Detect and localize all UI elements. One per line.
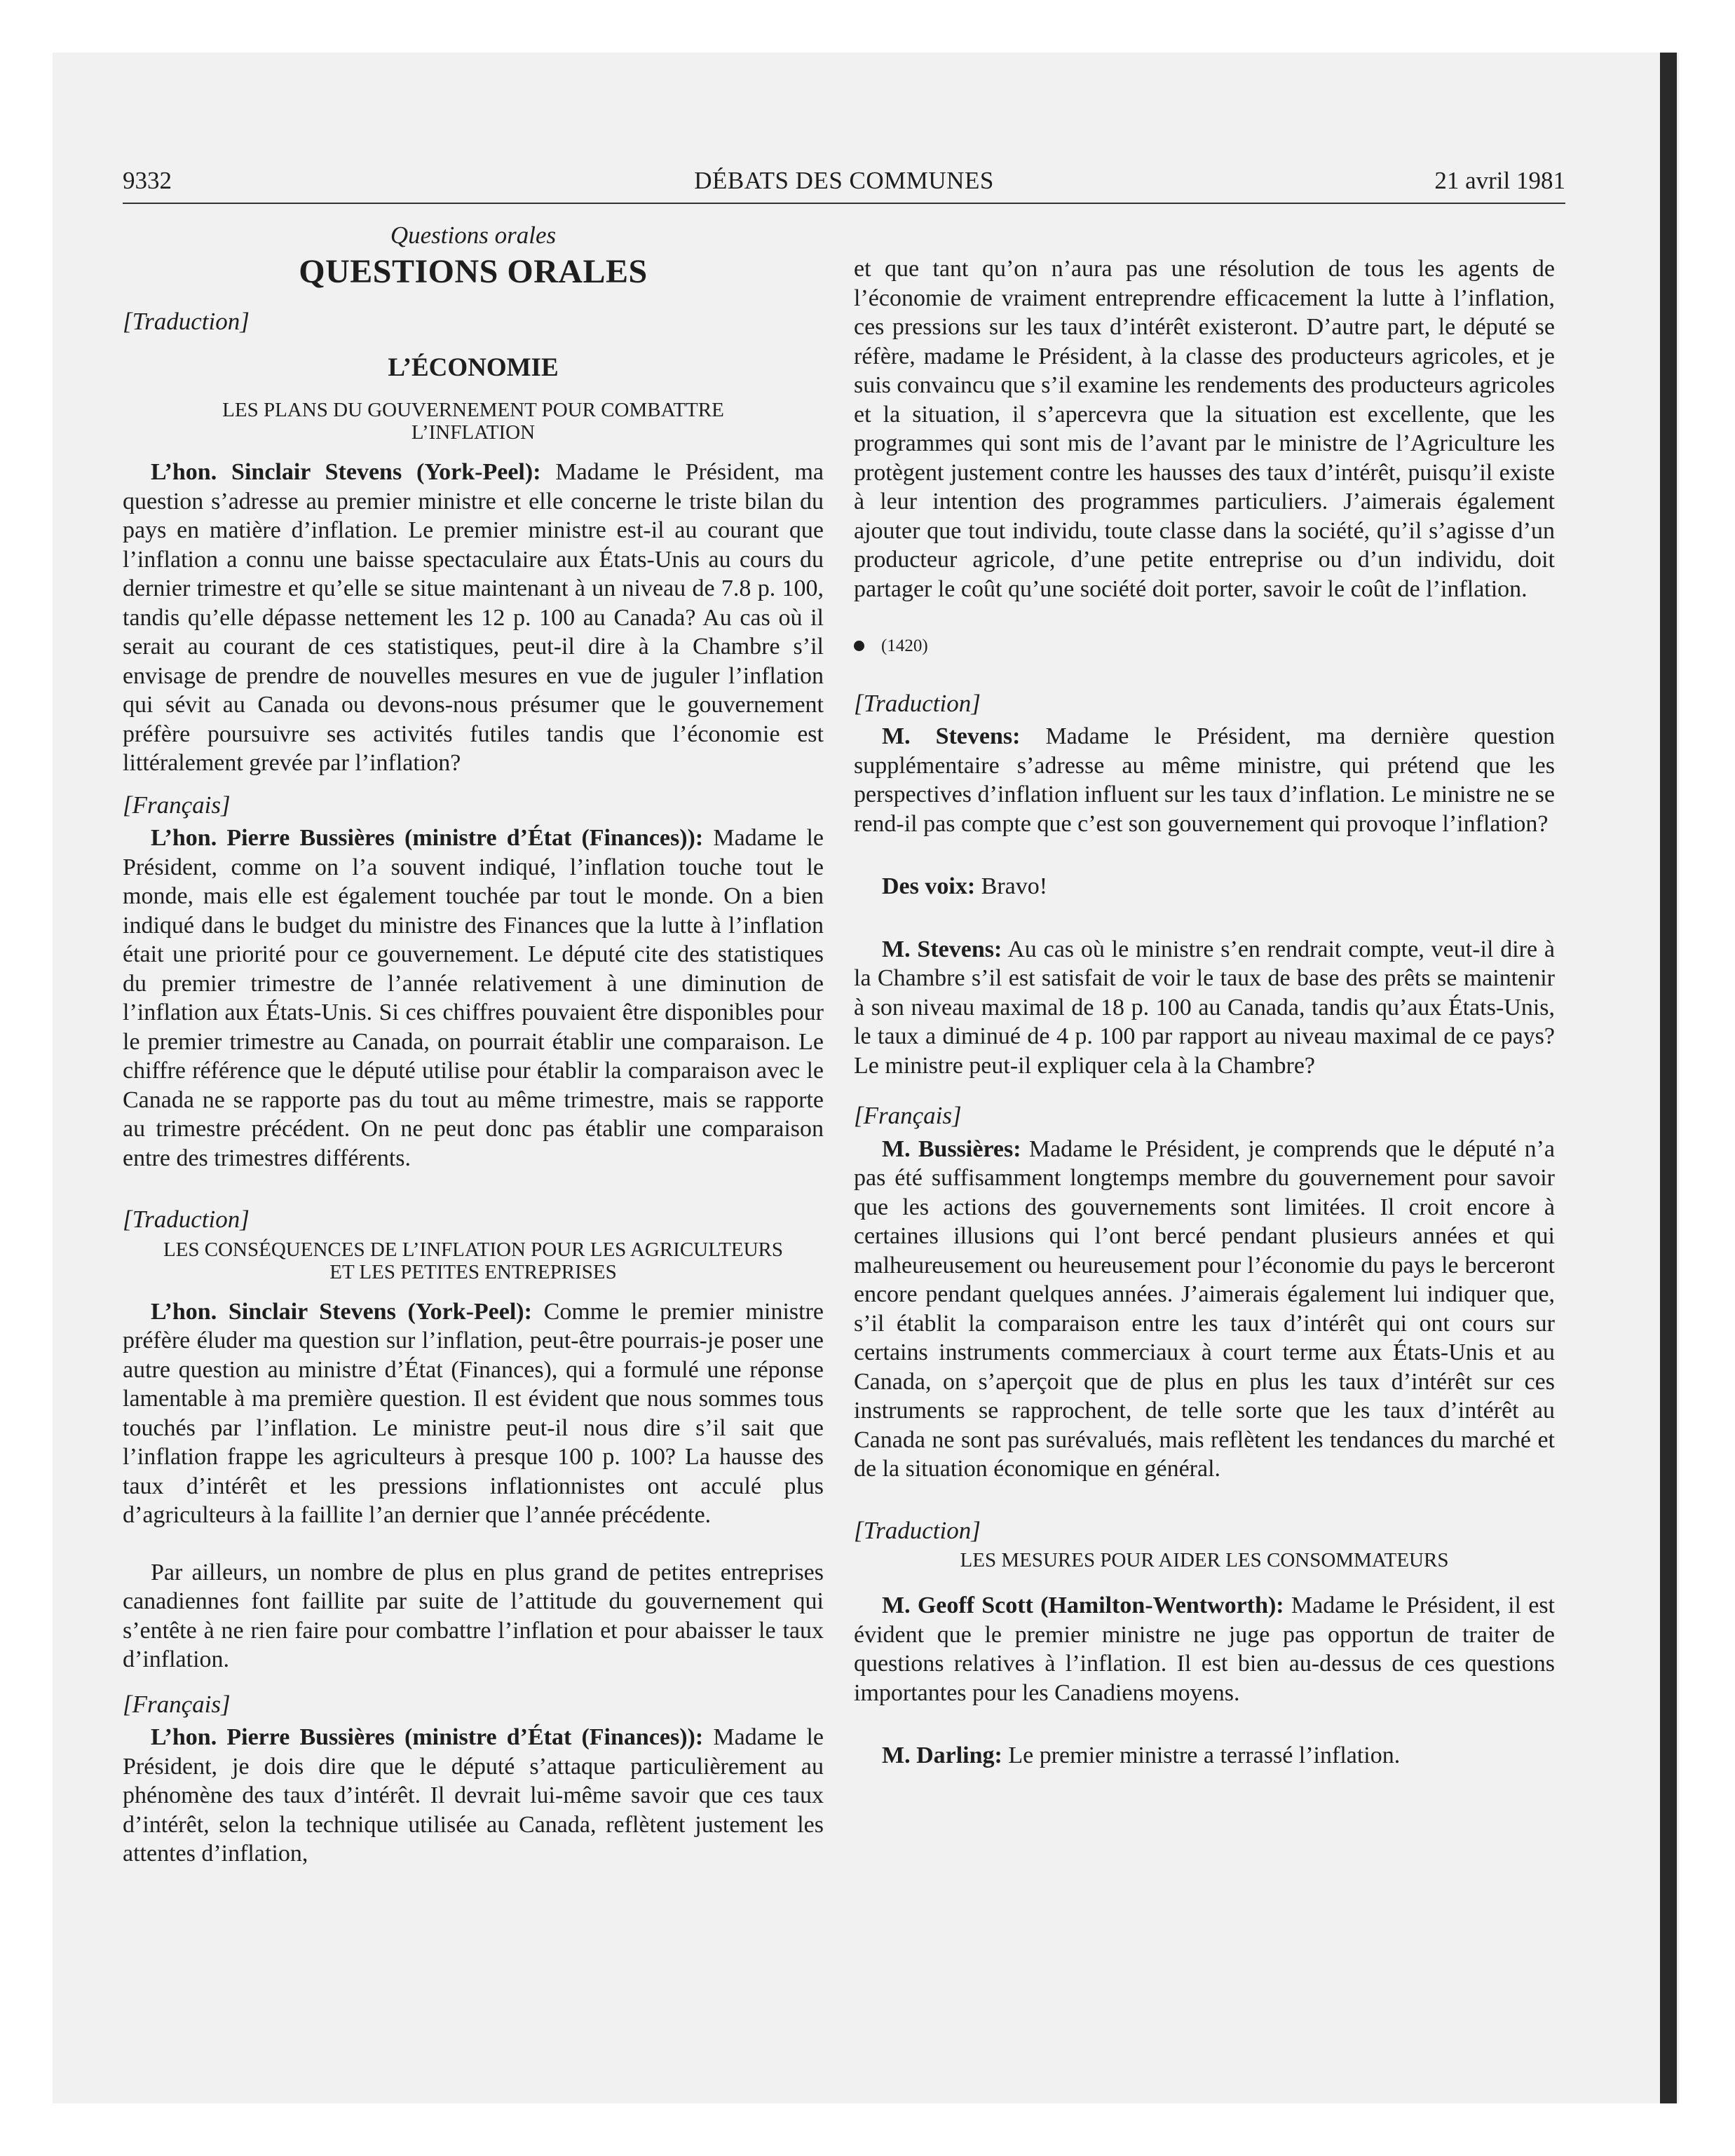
language-note: [Français] bbox=[123, 791, 231, 819]
paragraph bbox=[854, 872, 1555, 901]
right-column bbox=[854, 210, 1555, 1770]
paragraph-text: Madame le Président, ma question s’adresse au premier ministre et elle concerne le triste bilan du pays en matière d’inflation. Le premier ministre est-il au courant que l’inflation a connu une baisse spectaculaire aux États-Unis au cours du dernier trimestre et qu’elle se situe maintenant à un niveau de 7.8 p. 100, tandis qu’elle dépasse nettement les 12 p. 100 au Canada? Au cas où il serait au courant de ces statistiques, peut-il dire à la Chambre s’il envisage de prendre de nouvelles mesures en vue de juguler l’inflation qui sévit au Canada ou devons-nous présumer que le gouvernement préfère poursuivre ses activités futiles tandis que l’économie est littéralement grevée par l’inflation? bbox=[123, 459, 824, 776]
paragraph: Par ailleurs, un nombre de plus en plus grand de petites entreprises canadiennes font faillite par suite de l’attitude du gouvernement qui s’entête à ne rien faire pour combattre l’inflation et pour abaisser le taux d’inflation. bbox=[123, 1559, 824, 1672]
paragraph bbox=[123, 458, 824, 778]
publication-title: DÉBATS DES COMMUNES bbox=[694, 167, 994, 194]
speaker-name: M. Stevens: bbox=[882, 936, 1002, 962]
section-heading: L’ÉCONOMIE bbox=[388, 353, 559, 382]
language-note: [Français] bbox=[854, 1102, 962, 1129]
paragraph-text: Madame le Président, je dois dire que le député s’attaque particulièrement au phénomène des taux d’intérêt. Il devrait lui-même savoir que ces taux d’intérêt, selon la technique utilisée au Canada, reflètent justement les attentes d’inflation, bbox=[123, 1724, 824, 1867]
speaker-name: L’hon. Pierre Bussières (ministre d’État (Finances)): bbox=[151, 1724, 704, 1750]
speaker-name: L’hon. Sinclair Stevens (York-Peel): bbox=[151, 459, 541, 485]
paragraph-text: Madame le Président, je comprends que le député n’a pas été suffisamment longtemps membre du gouvernement pour savoir que les actions des gouvernements sont limitées. Il croit encore à certaines illusions qui l’ont bercé pendant plusieurs années et qui malheureusement ou heureusement pour l’économie du pays le berceront encore pendant quelques années. J’aimerais également lui indiquer que, s’il établit la comparaison entre les taux d’intérêt qui ont cours sur certains instruments commerciaux à court terme aux États-Unis et au Canada, on s’aperçoit que de plus en plus les taux d’intérêt sur ces instruments se rapprochent, de telle sorte que les taux d’intérêt au Canada ne sont pas surévalués, mais reflètent les tendances du marché et de la situation économique en général. bbox=[854, 1135, 1555, 1482]
speaker-name: M. Stevens: bbox=[882, 723, 1021, 749]
subsection-heading bbox=[123, 1239, 824, 1283]
translation-note: [Traduction] bbox=[854, 1516, 981, 1544]
paragraph-text: Au cas où le ministre s’en rendrait compte, veut-il dire à la Chambre s’il est satisfait de voir le taux de base des prêts se maintenir à son niveau maximal de 18 p. 100 au Canada, tandis qu’aux États-Unis, le taux a diminué de 4 p. 100 par rapport au niveau maximal de ce pays? Le ministre peut-il expliquer cela à la Chambre? bbox=[854, 936, 1556, 1079]
speaker-name: Des voix: bbox=[882, 873, 976, 899]
running-title: Questions orales bbox=[390, 221, 557, 249]
speaker-name: M. Darling: bbox=[882, 1742, 1002, 1768]
paragraph-text: Bravo! bbox=[975, 873, 1048, 899]
paragraph bbox=[854, 1741, 1555, 1770]
page-number: 9332 bbox=[123, 167, 172, 194]
paragraph bbox=[123, 1723, 824, 1869]
subsection-heading: LES MESURES POUR AIDER LES CONSOMMATEURS bbox=[960, 1549, 1449, 1571]
paragraph bbox=[123, 824, 824, 1173]
paragraph bbox=[854, 1591, 1555, 1707]
bullet-dot-icon bbox=[854, 641, 864, 651]
speaker-name: L’hon. Pierre Bussières (ministre d’État (Finances)): bbox=[151, 825, 704, 851]
subsection-heading-line: L’INFLATION bbox=[411, 421, 536, 444]
speaker-name: M. Geoff Scott (Hamilton-Wentworth): bbox=[882, 1592, 1284, 1618]
paragraph bbox=[123, 1297, 824, 1530]
translation-note: [Traduction] bbox=[123, 1206, 250, 1233]
paragraph-text: Madame le Président, ma dernière question supplémentaire s’adresse au même ministre, qui prétend que les perspectives d’inflation influent sur les taux d’inflation. Le ministre ne se rend-il pas compte que c’est son gouvernement qui provoque l’inflation? bbox=[854, 723, 1555, 837]
language-note: [Français] bbox=[123, 1690, 231, 1718]
page-header bbox=[123, 167, 1565, 200]
subsection-heading bbox=[123, 399, 824, 444]
time-marker-text: (1420) bbox=[881, 636, 928, 655]
paragraph-text: Le premier ministre a terrassé l’inflation. bbox=[1002, 1742, 1401, 1768]
main-title: QUESTIONS ORALES bbox=[299, 252, 648, 290]
subsection-heading-line: LES PLANS DU GOUVERNEMENT POUR COMBATTRE bbox=[222, 399, 724, 421]
speaker-name: M. Bussières: bbox=[882, 1135, 1021, 1162]
paragraph bbox=[854, 722, 1555, 838]
paragraph-text: Madame le Président, comme on l’a souvent indiqué, l’inflation touche tout le monde, mais elle est également touchée par tout le monde. On a bien indiqué dans le budget du ministre des Finances que la lutte à l’inflation était une priorité pour ce gouvernement. Le député cite des statistiques du premier trimestre de l’année relativement à une diminution de l’inflation aux États-Unis. Si ces chiffres pouvaient être disponibles pour le premier trimestre au Canada, on pourrait établir une comparaison. Le chiffre référence que le député utilise pour établir la comparaison avec le Canada ne se rapporte pas du tout au même trimestre, mais se rapporte au trimestre précédent. On ne peut donc pas établir une comparaison entre des trimestres différents. bbox=[123, 825, 824, 1171]
paragraph-text: Comme le premier ministre préfère éluder ma question sur l’inflation, peut-être pourrais-je poser une autre question au ministre d’État (Finances), qui a formulé une réponse lamentable à ma première question. Il est évident que nous sommes tous touchés par l’inflation. Le ministre peut-il nous dire s’il sait que l’inflation frappe les agriculteurs à presque 100 p. 100? La hausse des taux d’intérêt et les pressions inflationnistes ont acculé plus d’agriculteurs à la faillite l’an dernier que l’année précédente. bbox=[123, 1298, 824, 1528]
header-date: 21 avril 1981 bbox=[1434, 167, 1565, 194]
paragraph: et que tant qu’on n’aura pas une résolution de tous les agents de l’économie de vraiment entreprendre efficacement la lutte à l’inflation, ces pressions sur les taux d’intérêt existeront. D’autre part, le député se réfère, madame le Président, à la classe des producteurs agricoles, et je suis convaincu que s’il examine les rendements des producteurs agricoles et la situation, il s’apercevra que la situation est excellente, que les programmes qui sont mis de l’avant par le ministre de l’Agriculture les protègent justement contre les hausses des taux d’intérêt, puisqu’il existe à leur intention des programmes particuliers. J’aimerais également ajouter que tout individu, toute classe dans la société, qu’il s’agisse d’un producteur agricole, d’une petite entreprise ou d’un individu, doit partager le coût qu’une société doit porter, savoir le coût de l’inflation. bbox=[854, 256, 1555, 602]
translation-note: [Traduction] bbox=[854, 689, 981, 717]
translation-note: [Traduction] bbox=[123, 308, 250, 335]
header-rule bbox=[123, 203, 1565, 204]
speaker-name: L’hon. Sinclair Stevens (York-Peel): bbox=[151, 1298, 532, 1325]
paragraph bbox=[854, 935, 1555, 1081]
scan-edge-bar bbox=[1660, 53, 1677, 2103]
subsection-heading-line: ET LES PETITES ENTREPRISES bbox=[329, 1260, 617, 1283]
paragraph-text: Madame le Président, il est évident que le premier ministre ne juge pas opportun de traiter de questions relatives à l’inflation. Il est bien au-dessus de ces questions importantes pour les Canadiens moyens. bbox=[854, 1592, 1556, 1706]
time-marker bbox=[854, 632, 1555, 661]
left-column bbox=[123, 210, 824, 1869]
paragraph bbox=[854, 1135, 1555, 1484]
subsection-heading-line: LES CONSÉQUENCES DE L’INFLATION POUR LES AGRICULTEURS bbox=[163, 1238, 784, 1261]
